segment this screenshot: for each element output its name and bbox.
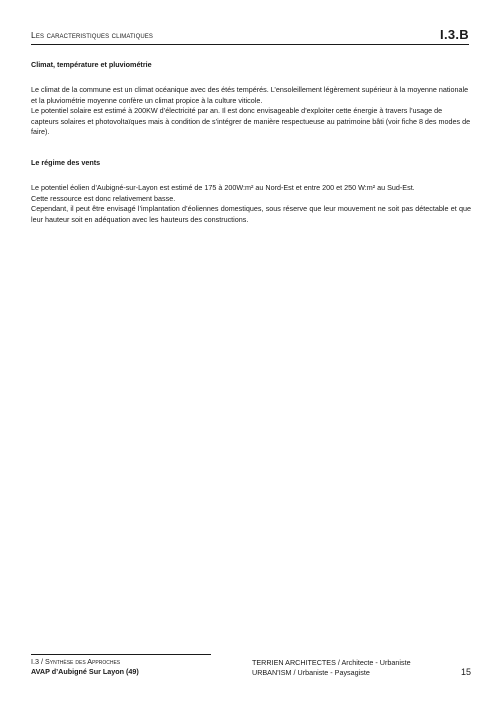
footer-credit-architect: TERRIEN ARCHITECTES / Architecte - Urbaniste bbox=[252, 658, 411, 667]
footer-document-title: AVAP d’Aubigné Sur Layon (49) bbox=[31, 667, 139, 676]
wind-resource-paragraph: Cette ressource est donc relativement basse. bbox=[31, 193, 176, 203]
footer-chapter: I.3 / Synthèse des Approches bbox=[31, 657, 121, 666]
climate-paragraph: Le climat de la commune est un climat océanique avec des étés tempérés. L’ensoleillement légèrement supérieur à la moyenne nationale et la pluviométrie moyenne confère un climat propice à la culture viticole. bbox=[31, 85, 469, 105]
page-number: 15 bbox=[460, 667, 471, 677]
section-wind bbox=[31, 158, 471, 225]
wind-turbine-paragraph: Cependant, il peut être envisagé l’implantation d’éoliennes domestiques, sous réserve que leur mouvement ne soit pas détectable et que leur hauteur soit en adéquation avec les hauteurs des constructions. bbox=[31, 204, 471, 224]
footer-credits bbox=[252, 658, 411, 678]
section-climate bbox=[31, 60, 471, 138]
page-header bbox=[31, 28, 469, 45]
footer-divider bbox=[31, 654, 211, 655]
footer-document-info bbox=[31, 657, 139, 677]
solar-paragraph: Le potentiel solaire est estimé à 200KW d’électricité par an. Il est donc envisageable d’exploiter cette énergie à travers l’usage de capteurs solaires et photovoltaïques mais à condition de s’intégrer de manière respectueuse au patrimoine bâti (voir fiche 8 des modes de faire). bbox=[31, 106, 471, 136]
footer-credit-urbanist: URBAN’ISM / Urbaniste - Paysagiste bbox=[252, 668, 370, 677]
section-heading: Le régime des vents bbox=[31, 158, 101, 167]
section-code: I.3.B bbox=[440, 27, 469, 42]
wind-potential-paragraph: Le potentiel éolien d’Aubigné-sur-Layon est estimé de 175 à 200W:m² au Nord-Est et entre 200 et 250 W:m² au Sud-Est. bbox=[31, 183, 415, 192]
header-title: Les caracteristiques climatiques bbox=[31, 30, 153, 40]
section-heading: Climat, température et pluviométrie bbox=[31, 60, 152, 69]
